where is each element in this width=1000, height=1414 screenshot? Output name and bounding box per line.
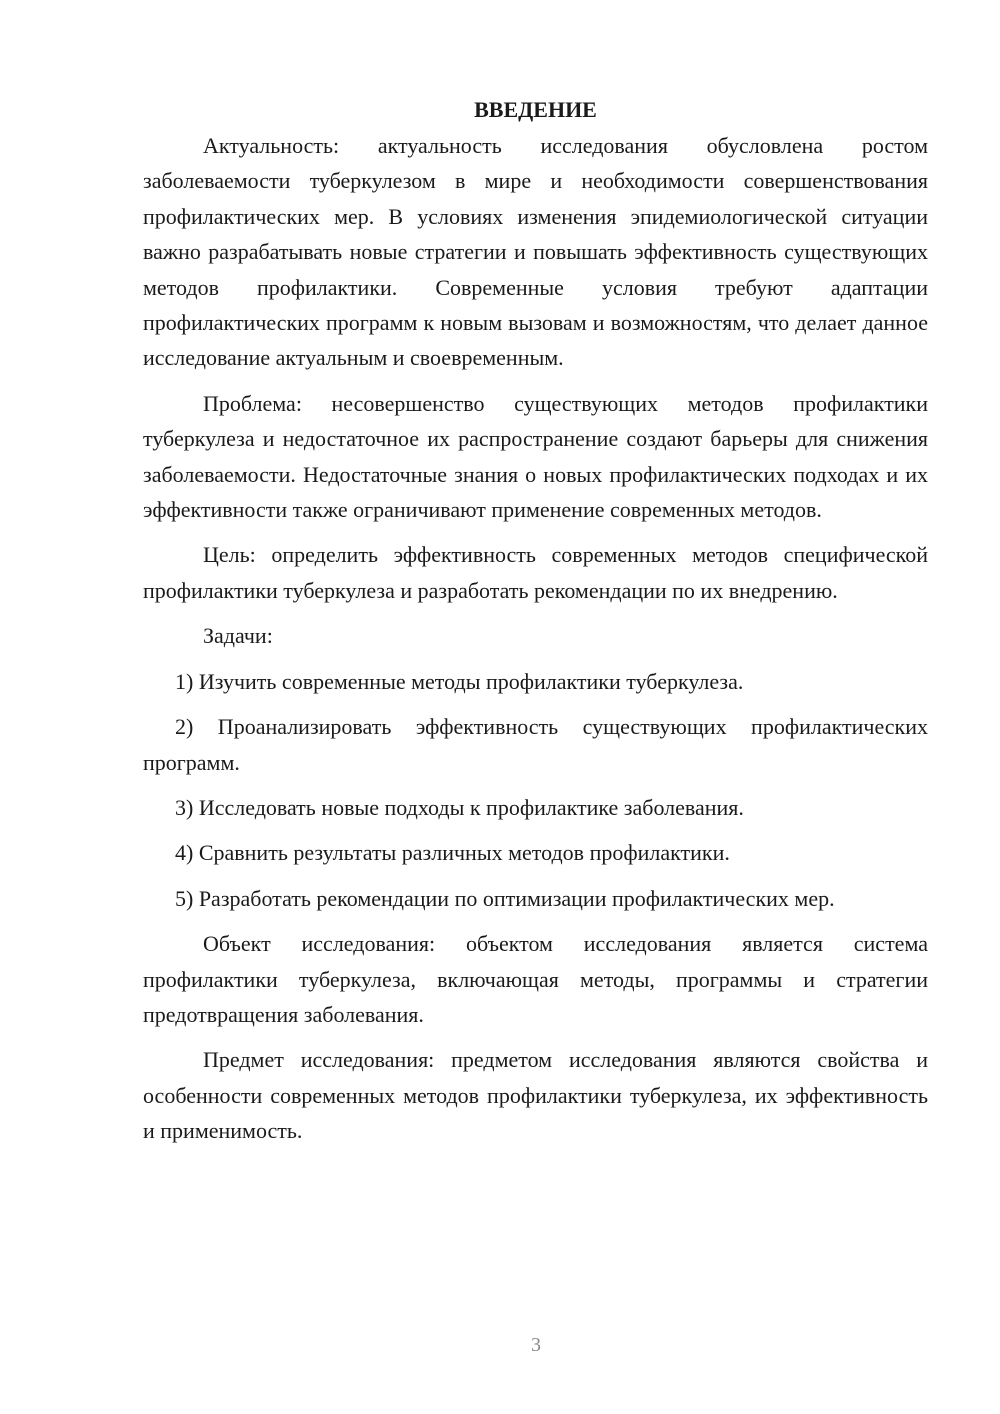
problem-paragraph: Проблема: несовершенство существующих методов профилактики туберкулеза и недостаточное их распространение создают барьеры для снижения заболеваемости. Недостаточные знания о новых профилактических подходах и их эффективности также ограничивают применение современных методов. [143,390,928,523]
task-item: 3) Исследовать новые подходы к профилактике заболевания. [175,794,744,820]
object-paragraph: Объект исследования: объектом исследования является система профилактики туберкулеза, включающая методы, программы и стратегии предотвращения заболевания. [143,931,928,1027]
goal-paragraph: Цель: определить эффективность современных методов специфической профилактики туберкулеза и разработать рекомендации по их внедрению. [143,542,928,603]
document-body [143,92,928,1159]
task-item: 2) Проанализировать эффективность существующих профилактических программ. [143,714,928,775]
page-title: ВВЕДЕНИЕ [474,97,597,122]
task-item: 1) Изучить современные методы профилактики туберкулеза. [175,668,744,694]
subject-paragraph: Предмет исследования: предметом исследования являются свойства и особенности современных методов профилактики туберкулеза, их эффективность и применимость. [143,1047,928,1144]
page-number: 3 [531,1334,541,1356]
tasks-heading: Задачи: [203,623,273,649]
task-item: 5) Разработать рекомендации по оптимизации профилактических мер. [175,885,835,911]
task-item: 4) Сравнить результаты различных методов профилактики. [175,840,730,866]
relevance-paragraph: Актуальность: актуальность исследования обусловлена ростом заболеваемости туберкулезом в мире и необходимости совершенствования профилактических мер. В условиях изменения эпидемиологической ситуации важно разрабатывать новые стратегии и повышать эффективность существующих методов профилактики. Современные условия требуют адаптации профилактических программ к новым вызовам и возможностям, что делает данное исследование актуальным и своевременным. [143,133,928,371]
